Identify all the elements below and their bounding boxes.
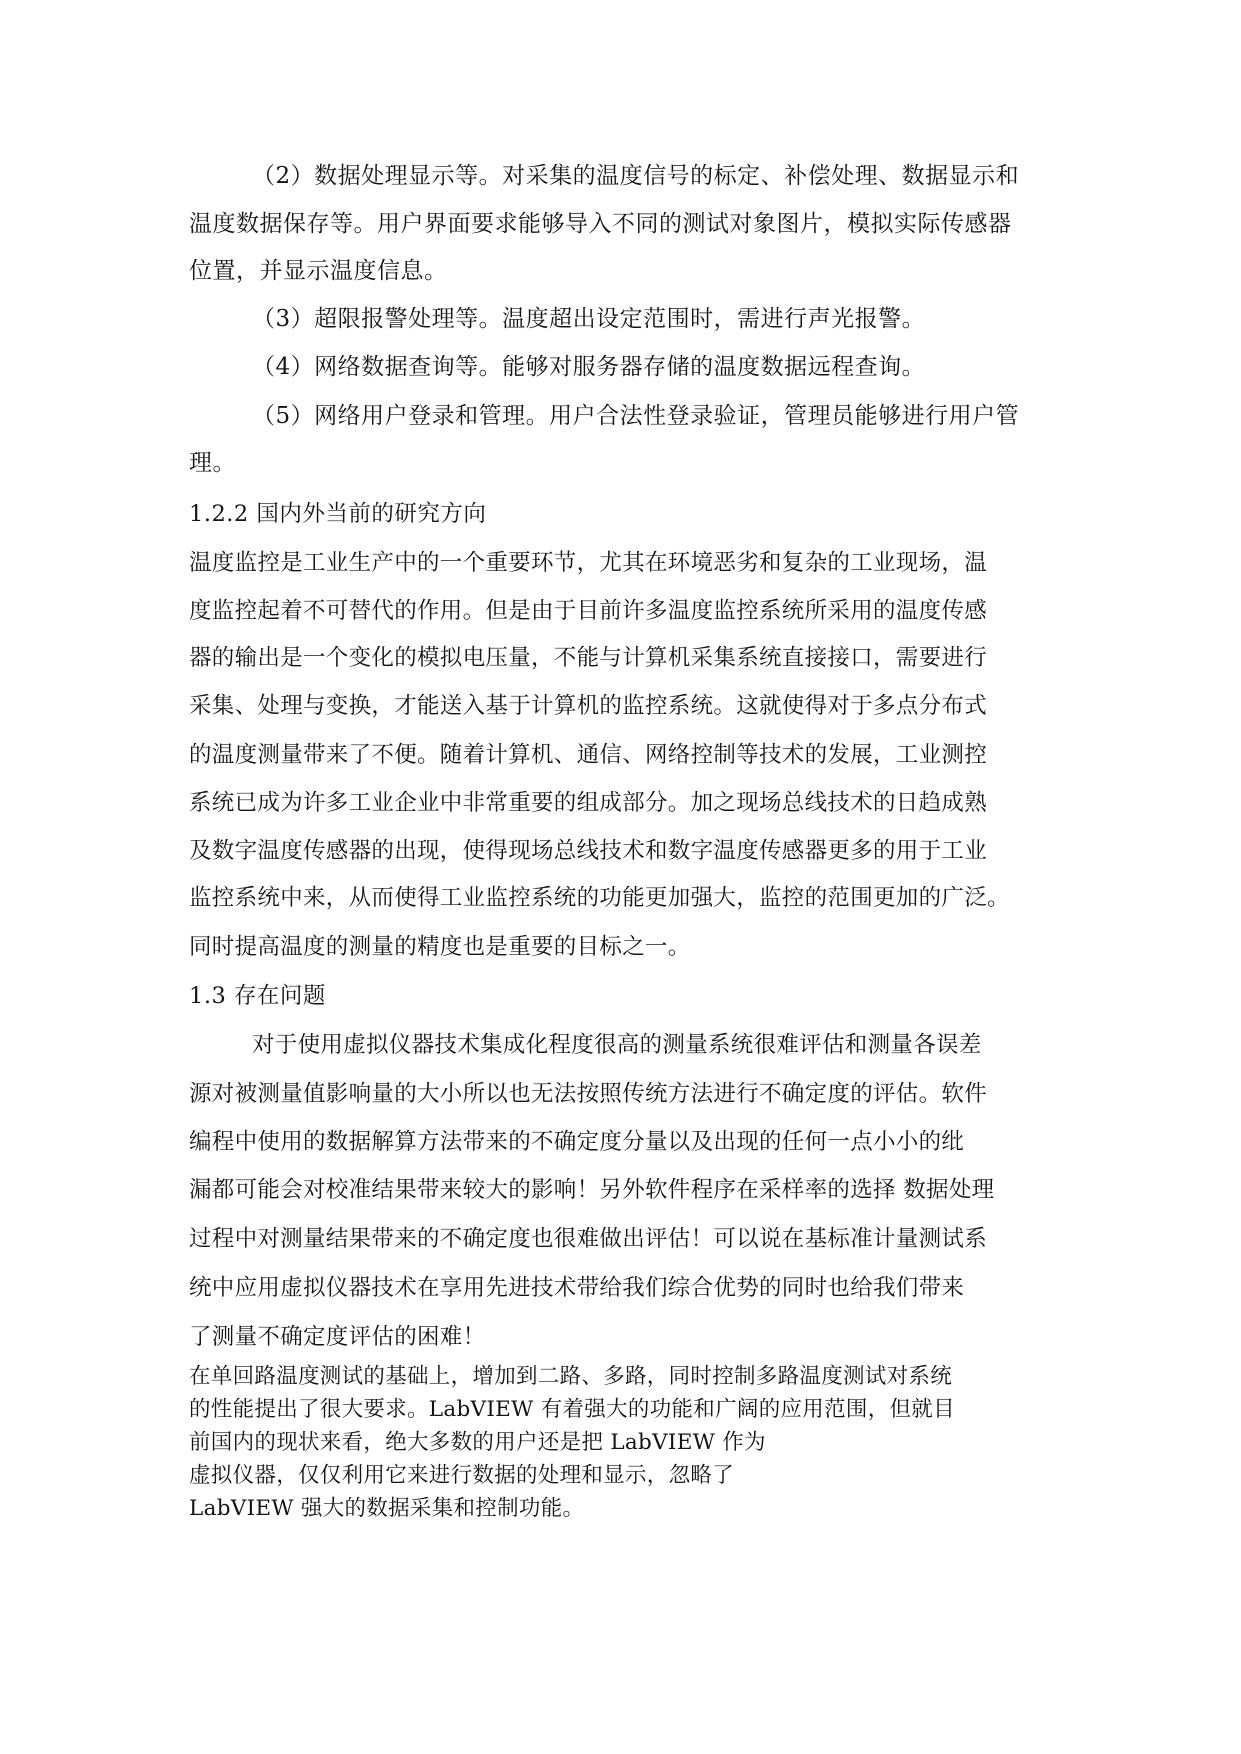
list-item-5-line-2: 理。 bbox=[189, 450, 236, 476]
paragraph-line: 过程中对测量结果带来的不确定度也很难做出评估！可以说在基标准计量测试系 bbox=[189, 1226, 988, 1252]
paragraph-line: 漏都可能会对校准结果带来较大的影响！另外软件程序在采样率的选择 数据处理 bbox=[189, 1177, 995, 1203]
list-item-5-line-1: （5）网络用户登录和管理。用户合法性登录验证，管理员能够进行用户管 bbox=[252, 403, 1020, 429]
paragraph-line: 及数字温度传感器的出现，使得现场总线技术和数字温度传感器更多的用于工业 bbox=[189, 838, 988, 864]
list-item-4: （4）网络数据查询等。能够对服务器存储的温度数据远程查询。 bbox=[252, 354, 926, 380]
paragraph-line: 虚拟仪器，仅仅利用它来进行数据的处理和显示，忽略了 bbox=[189, 1463, 735, 1488]
section-heading-1-2-2: 1.2.2 国内外当前的研究方向 bbox=[189, 501, 487, 527]
paragraph-line: 在单回路温度测试的基础上，增加到二路、多路，同时控制多路温度测试对系统 bbox=[189, 1364, 953, 1389]
paragraph-line: 编程中使用的数据解算方法带来的不确定度分量以及出现的任何一点小小的纰 bbox=[189, 1129, 965, 1155]
section-heading-1-3: 1.3 存在问题 bbox=[189, 983, 326, 1009]
paragraph-line: LabVIEW 强大的数据采集和控制功能。 bbox=[189, 1496, 585, 1521]
paragraph-line: 的温度测量带来了不便。随着计算机、通信、网络控制等技术的发展，工业测控 bbox=[189, 742, 988, 768]
paragraph-line: 采集、处理与变换，才能送入基于计算机的监控系统。这就使得对于多点分布式 bbox=[189, 693, 988, 719]
list-item-2-line-3: 位置，并显示温度信息。 bbox=[189, 258, 448, 284]
paragraph-line: 对于使用虚拟仪器技术集成化程度很高的测量系统很难评估和测量各误差 bbox=[252, 1032, 982, 1058]
paragraph-line: 同时提高温度的测量的精度也是重要的目标之一。 bbox=[189, 934, 691, 960]
paragraph-line: 温度监控是工业生产中的一个重要环节，尤其在环境恶劣和复杂的工业现场，温 bbox=[189, 550, 988, 576]
paragraph-line: 系统已成为许多工业企业中非常重要的组成部分。加之现场总线技术的日趋成熟 bbox=[189, 790, 988, 816]
paragraph-line: 统中应用虚拟仪器技术在享用先进技术带给我们综合优势的同时也给我们带来 bbox=[189, 1275, 965, 1301]
list-item-3: （3）超限报警处理等。温度超出设定范围时，需进行声光报警。 bbox=[252, 306, 926, 332]
paragraph-line: 器的输出是一个变化的模拟电压量，不能与计算机采集系统直接接口，需要进行 bbox=[189, 645, 988, 671]
paragraph-line: 监控系统中来，从而使得工业监控系统的功能更加强大，监控的范围更加的广泛。 bbox=[189, 885, 1010, 911]
list-item-2-line-2: 温度数据保存等。用户界面要求能够导入不同的测试对象图片，模拟实际传感器 bbox=[189, 211, 1012, 237]
list-item-2-line-1: （2）数据处理显示等。对采集的温度信号的标定、补偿处理、数据显示和 bbox=[252, 163, 1020, 189]
paragraph-line: 了测量不确定度评估的困难！ bbox=[189, 1324, 486, 1350]
paragraph-line: 前国内的现状来看，绝大多数的用户还是把 LabVIEW 作为 bbox=[189, 1430, 766, 1455]
paragraph-line: 度监控起着不可替代的作用。但是由于目前许多温度监控系统所采用的温度传感 bbox=[189, 598, 988, 624]
paragraph-line: 的性能提出了很大要求。LabVIEW 有着强大的功能和广阔的应用范围，但就目 bbox=[189, 1397, 955, 1422]
paragraph-line: 源对被测量值影响量的大小所以也无法按照传统方法进行不确定度的评估。软件 bbox=[189, 1081, 988, 1107]
